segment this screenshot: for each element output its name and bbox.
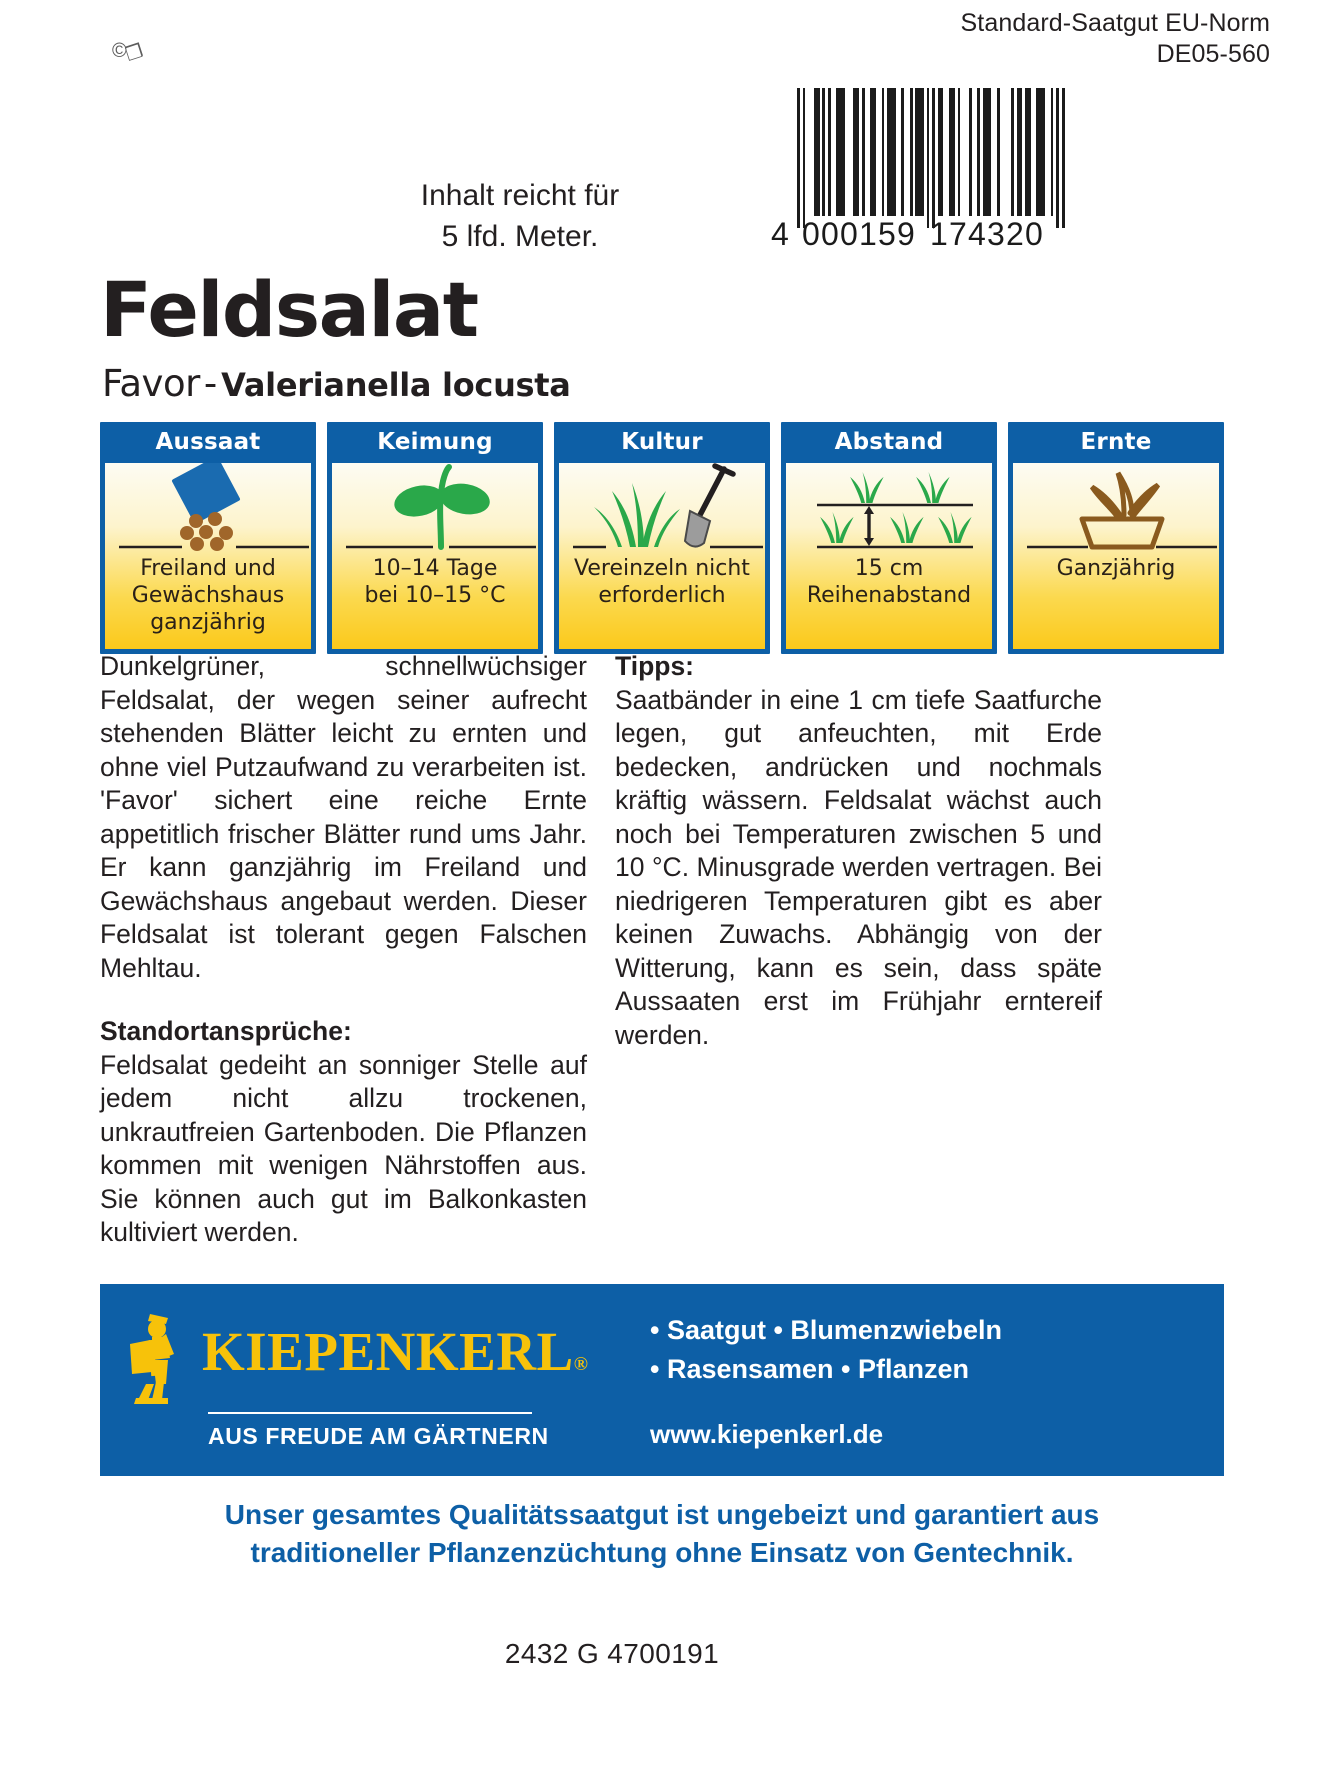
product-subtitle xyxy=(102,364,571,405)
cultivar-name: Favor xyxy=(102,362,200,405)
registered-icon: ® xyxy=(573,1354,588,1375)
offer-line-1: • Saatgut • Blumenzwiebeln xyxy=(650,1314,1002,1345)
content-amount-line2: 5 lfd. Meter. xyxy=(441,220,599,253)
seed-sowing-icon xyxy=(105,463,311,555)
description-main: Dunkelgrüner, schnellwüchsiger Feldsalat, der wegen seiner aufrecht stehenden Blätter leicht zu ernten und ohne viel Putzaufwand zu verarbeiten ist. 'Favor' sichert eine reiche Ernte appetitlich frischer Blätter rund ums Jahr. Er kann ganzjährig im Freiland und Gewächshaus angebaut werden. Dieser Feldsalat ist tolerant gegen Falschen Mehltau. xyxy=(100,651,587,983)
info-box-text: 15 cm Reihenabstand xyxy=(806,556,972,608)
harvest-basket-icon xyxy=(1013,463,1219,555)
content-amount xyxy=(380,175,660,257)
info-box-text: Vereinzeln nicht erforderlich xyxy=(574,556,750,608)
barcode-digits xyxy=(771,216,1071,253)
guarantee-line-1: Unser gesamtes Qualitätssaatgut ist ungebeizt und garantiert aus xyxy=(224,1499,1100,1530)
info-box-keimung xyxy=(327,422,543,654)
lot-code: 2432 G 4700191 xyxy=(504,1638,720,1669)
kiepenkerl-figure-icon xyxy=(122,1310,198,1406)
barcode-bars xyxy=(797,88,1065,228)
info-box-title: Ernte xyxy=(1080,429,1152,455)
cultivation-info-boxes xyxy=(100,422,1224,654)
description-columns xyxy=(100,650,1224,1250)
info-box-text: Freiland und Gewächshaus ganzjährig xyxy=(131,556,285,635)
copyright-icon: ©❒ xyxy=(112,40,145,66)
brand-offer-block xyxy=(592,1311,1224,1450)
eu-norm-line: Standard-Saatgut EU-Norm xyxy=(960,9,1270,37)
info-box-body xyxy=(332,463,538,649)
info-box-body xyxy=(786,463,992,649)
spacing-arrow xyxy=(864,506,874,546)
info-box-body xyxy=(559,463,765,649)
description-left-column xyxy=(100,650,587,1250)
page-title: Feldsalat xyxy=(100,265,478,354)
offer-line-2: • Rasensamen • Pflanzen xyxy=(650,1353,970,1384)
info-box-aussaat xyxy=(100,422,316,654)
brand-footer xyxy=(100,1284,1224,1476)
info-box-ernte xyxy=(1008,422,1224,654)
tips-heading: Tipps: xyxy=(615,651,695,681)
tips-text: Saatbänder in eine 1 cm tiefe Saatfurche legen, gut anfeuchten, mit Erde bedecken, andrücken und nochmals kräftig wässern. Feldsalat wächst auch noch bei Temperaturen zwischen 5 und 10 °C. Minusgrade werden vertragen. Bei niedrigeren Temperaturen gibt es aber keinen Zuwachs. Abhängig von der Witterung, kann es sein, dass späte Aussaaten erst im Frühjahr erntereif werden. xyxy=(615,684,1102,1050)
eu-norm-code: DE05-560 xyxy=(1156,40,1270,68)
quality-guarantee xyxy=(100,1496,1224,1572)
content-amount-line1: Inhalt reicht für xyxy=(420,179,620,212)
barcode-group-2: 174320 xyxy=(929,216,1044,252)
site-requirements-heading: Standortansprüche: xyxy=(100,1016,352,1046)
info-box-title: Aussaat xyxy=(155,429,261,455)
info-box-title: Kultur xyxy=(621,429,703,455)
info-box-title: Keimung xyxy=(377,429,493,455)
info-box-kultur xyxy=(554,422,770,654)
brand-wordmark: KIEPENKERL® xyxy=(202,1321,588,1382)
botanical-name: Valerianella locusta xyxy=(221,366,571,404)
logo-divider xyxy=(208,1412,532,1414)
leaf-glyph: ❒ xyxy=(122,41,145,66)
barcode-group-1: 000159 xyxy=(802,216,916,252)
site-requirements-text: Feldsalat gedeiht an sonniger Stelle auf jedem nicht allzu trockenen, unkrautfreien Gartenboden. Die Pflanzen kommen mit wenigen Nährstoffen aus. Sie können auch gut im Balkonkasten kultiviert werden. xyxy=(100,1049,587,1247)
brand-logo-block xyxy=(100,1296,592,1464)
barcode-lead-digit: 4 xyxy=(771,216,790,252)
logo-row xyxy=(122,1310,592,1406)
plant-spade-icon xyxy=(559,463,765,555)
brand-tagline: AUS FREUDE AM GÄRTNERN xyxy=(208,1423,549,1449)
info-box-text: Ganzjährig xyxy=(1056,556,1176,581)
eu-norm-block xyxy=(961,8,1270,70)
info-box-body xyxy=(1013,463,1219,649)
brand-website-link[interactable]: www.kiepenkerl.de xyxy=(650,1418,884,1449)
info-box-title: Abstand xyxy=(834,429,944,455)
info-box-text: 10–14 Tage bei 10–15 °C xyxy=(364,556,506,608)
description-right-column xyxy=(615,650,1102,1250)
info-box-body xyxy=(105,463,311,649)
barcode xyxy=(771,88,1065,263)
subtitle-separator: - xyxy=(203,362,218,405)
seedling-sprout-icon xyxy=(332,463,538,555)
row-spacing-icon xyxy=(786,463,992,555)
guarantee-line-2: traditioneller Pflanzenzüchtung ohne Einsatz von Gentechnik. xyxy=(250,1537,1074,1568)
info-box-abstand xyxy=(781,422,997,654)
